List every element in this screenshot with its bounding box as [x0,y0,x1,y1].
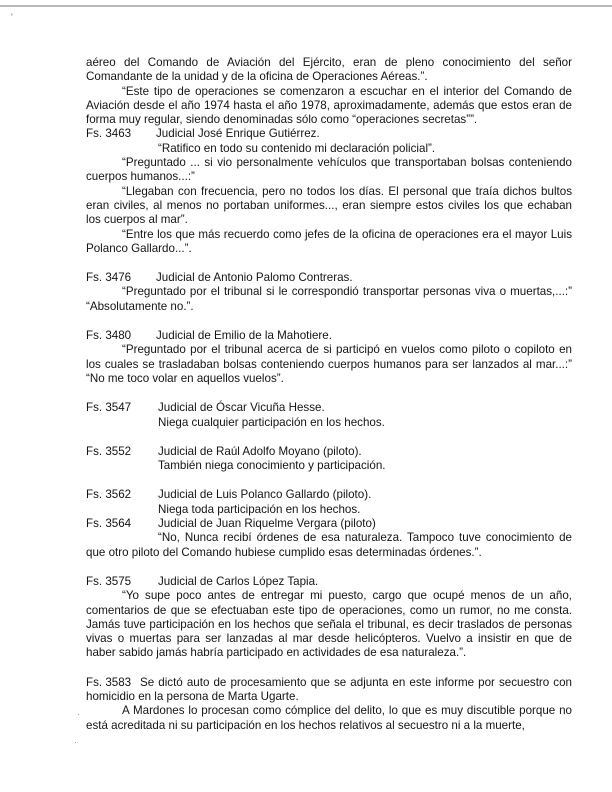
folio-title: Judicial de Luis Polanco Gallardo (piloto). [158,488,372,502]
folio-title: Judicial de Juan Riquelme Vergara (piloto) [158,517,376,531]
folio-number: Fs. 3575 [86,574,132,588]
folio-number: Fs. 3480 [86,329,132,343]
paragraph: “Yo supe poco antes de entregar mi puesto, cargo que ocupé menos de un año, comentarios de que se efectuaban este tipo de operaciones, como un rumor, no me consta. Jamás tuve participación en los hechos que señala el tribunal, es decir traslados de personas vivas o muertas para ser lanzadas al mar desde helicópteros. Vuelvo a insistir en que de haber sabido jamás habría participado en actividades de esa naturaleza.”. [86,589,572,660]
folio-number: Fs. 3547 [86,401,132,415]
paragraph: “Llegaban con frecuencia, pero no todos los días. El personal que traía dichos bultos eran civiles, al menos no portaban uniformes..., eran siempre estos civiles los que echaban los cuerpos al mar”. [86,184,572,227]
document-page [86,56,572,733]
scan-top-edge [0,5,612,7]
folio-number: Fs. 3562 [86,488,132,502]
folio-entry-3476 [86,271,572,285]
folio-detail: “Ratifico en todo su contenido mi declaración policial”. [158,141,436,155]
folio-title: Judicial de Antonio Palomo Contreras. [156,271,353,285]
folio-number: Fs. 3476 [86,271,132,285]
folio-entry-3552 [86,445,572,459]
paragraph: A Mardones lo procesan como cómplice del delito, lo que es muy discutible porque no está acreditada ni su participación en los hechos relativos al secuestro ni a la muerte, [86,704,572,732]
folio-detail: Niega cualquier participación en los hechos. [158,415,385,429]
scan-speck: · [77,709,80,719]
paragraph: “Preguntado por el tribunal si le correspondió transportar personas viva o muertas,...:” “Absolutamente no.”. [86,285,572,313]
paragraph: “No, Nunca recibí órdenes de esa naturaleza. Tampoco tuve conocimiento de que otro piloto del Comando hubiese cumplido esas determinadas órdenes.”. [86,531,572,559]
folio-entry-3564 [86,517,572,531]
folio-number: Fs. 3583 [86,675,132,689]
folio-number: Fs. 3463 [86,127,132,141]
paragraph: “Preguntado por el tribunal acerca de si participó en vuelos como piloto o copiloto en los cuales se trasladaban bolsas conteniendo cuerpos humanos para ser lanzados al mar...:” “No me toco volar en aquellos vuelos”. [86,343,572,385]
folio-title: Judicial de Óscar Vicuña Hesse. [158,401,325,415]
folio-number: Fs. 3552 [86,444,132,458]
folio-entry-3575 [86,575,572,589]
folio-number: Fs. 3564 [86,517,132,531]
folio-entry-3547 [86,401,572,415]
folio-entry-3562 [86,488,572,502]
corner-mark: ' [11,12,13,22]
folio-detail: También niega conocimiento y participación. [158,459,386,473]
folio-title: Judicial de Raúl Adolfo Moyano (piloto). [158,444,362,458]
paragraph: “Este tipo de operaciones se comenzaron a escuchar en el interior del Comando de Aviación desde el año 1974 hasta el año 1978, aproximadamente, además que estos eran de forma muy regular, siendo denominadas sólo como “operaciones secretas””. [86,84,572,127]
paragraph: “Entre los que más recuerdo como jefes de la oficina de operaciones era el mayor Luis Polanco Gallardo...”. [86,227,572,255]
paragraph: aéreo del Comando de Aviación del Ejército, eran de pleno conocimiento del señor Comandante de la unidad y de la oficina de Operaciones Aéreas.”. [86,56,572,84]
folio-entry-3583 [86,676,572,705]
folio-title: Judicial de Carlos López Tapia. [158,574,319,588]
folio-title: Judicial José Enrique Gutiérrez. [156,127,320,141]
folio-entry-3480 [86,329,572,343]
paragraph: “Preguntado ... si vio personalmente vehículos que transportaban bolsas conteniendo cuerpos humanos...:” [86,156,572,184]
folio-entry-3463 [86,127,572,141]
folio-detail: Niega toda participación en los hechos. [158,502,361,516]
scan-speck: · [74,737,77,747]
folio-text: Se dictó auto de procesamiento que se adjunta en este informe por secuestro con homicidio en la persona de Marta Ugarte. [86,675,572,703]
folio-title: Judicial de Emilio de la Mahotiere. [156,329,332,343]
